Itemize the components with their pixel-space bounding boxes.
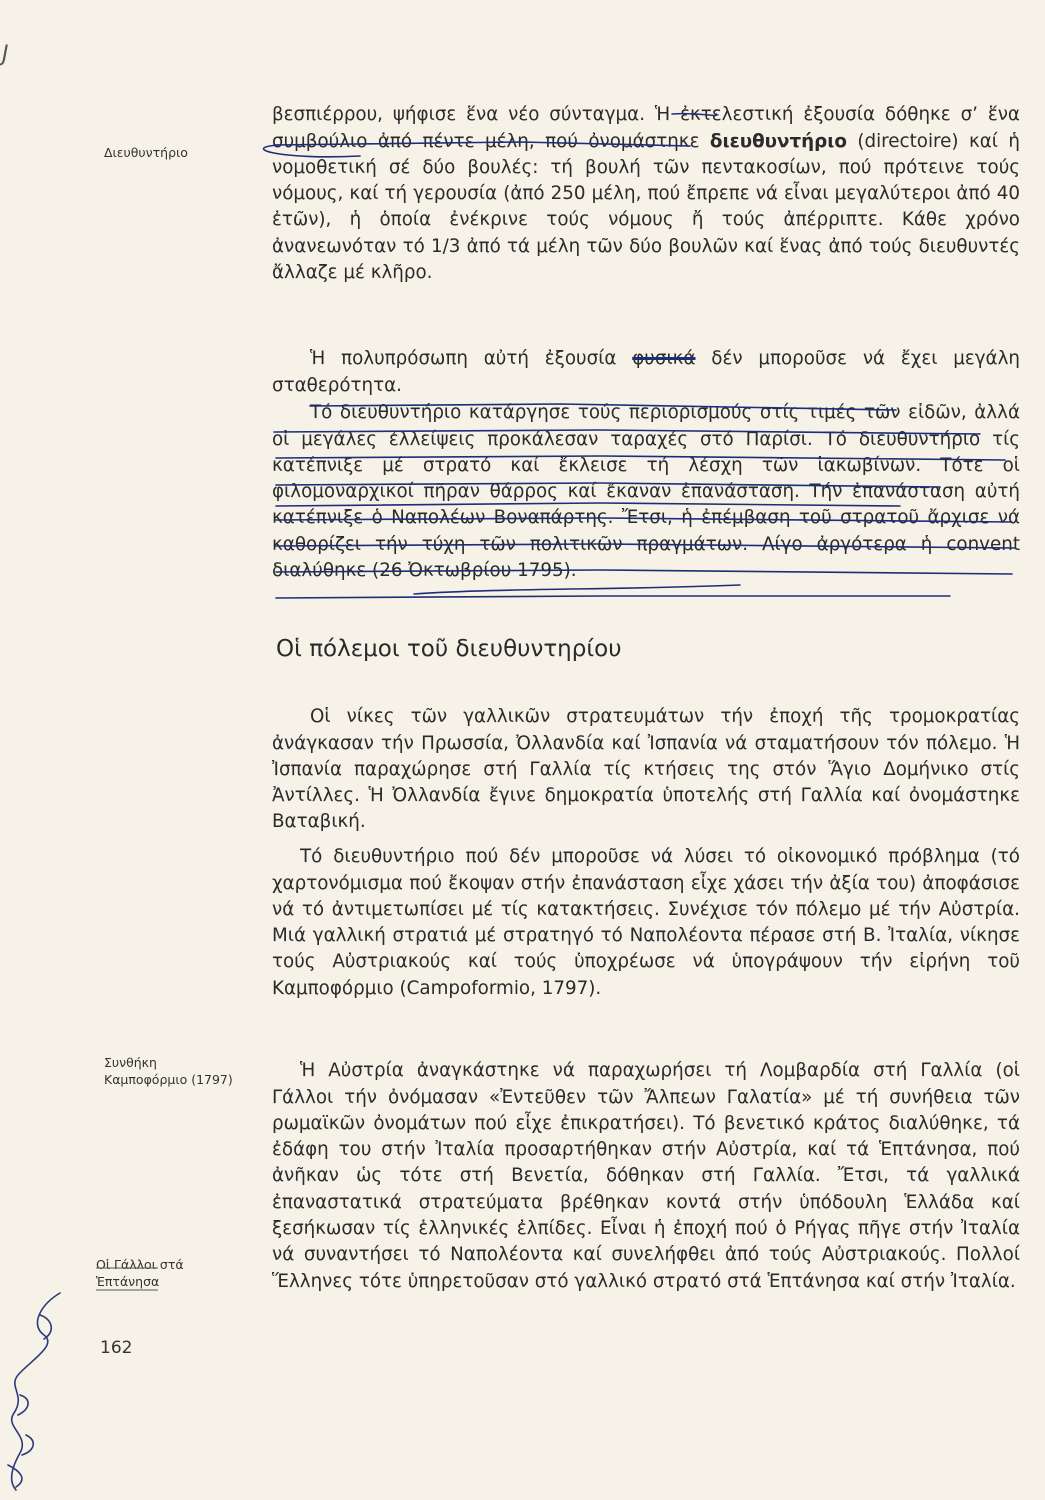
corner-mark: J <box>2 42 9 67</box>
margin-note-ionian-line1: Οἱ Γάλλοι στά <box>96 1257 184 1272</box>
paragraph-stability-start: Ἡ πολυπρόσωπη αὐτή ἐξουσία <box>310 348 633 370</box>
paragraph-stability-rest: δέν μποροῦσε νά ἔχει μεγάλη σταθερότητα. <box>272 348 1020 396</box>
paragraph-constitution-start: βεσπιέρρου, ψήφισε ἕνα νέο σύνταγμα. Ἡ ἐκτελεστική ἐξουσία δόθηκε σ’ ἕνα συμβούλιο ἀπό πέντε μέλη, πού ὀνομάστηκε <box>272 104 1020 152</box>
pen-underline <box>414 585 740 594</box>
margin-note-directory: Διευθυντήριο <box>104 145 188 160</box>
page-number: 162 <box>100 1338 133 1358</box>
margin-note-ionian-line2: Ἑπτάνησα <box>96 1274 160 1289</box>
paragraph-directory-actions: Τό διευθυντήριο κατάργησε τούς περιορισμούς στίς τιμές τῶν εἰδῶν, ἀλλά οἱ μεγάλες ἐλλείψεις προκάλεσαν ταραχές στό Παρίσι. Τό διευθυντήριο τίς κατέπνιξε μέ στρατό καί ἔκλεισε τή λέσχη τῶν ἰακωβίνων. Τότε οἱ φιλομοναρχικοί πῆραν θάρρος καί ἔκαναν ἐπανάσταση. Τήν ἐπανάσταση αὐτή κατέπνιξε ὁ Ναπολέων Βοναπάρτης. Ἔτσι, ἡ ἐπέμβαση τοῦ στρατοῦ ἄρχισε νά καθορίζει τήν τύχη τῶν πολιτικῶν πραγμάτων. Λίγο ἀργότερα ἡ convent διαλύθηκε (26 Ὀκτωβρίου 1795). <box>272 402 1020 582</box>
section-heading: Οἱ πόλεμοι τοῦ διευθυντηρίου <box>276 636 622 662</box>
paragraph-austria: Ἡ Αὐστρία ἀναγκάστηκε νά παραχωρήσει τή Λομβαρδία στή Γαλλία (οἱ Γάλλοι τήν ὀνόμασαν «Ἐντεῦθεν τῶν Ἄλπεων Γαλατία» μέ τή συνήθεια τῶν ρωμαϊκῶν ὀνομάτων πού εἶχε ἐπικρατήσει). Τό βενετικό κράτος διαλύθηκε, τά ἐδάφη του στήν Ἰταλία προσαρτήθηκαν στήν Αὐστρία, καί τά Ἑπτάνησα, πού ἀνῆκαν ὡς τότε στή Βενετία, δόθηκαν στή Γαλλία. Ἔτσι, τά γαλλικά ἐπαναστατικά στρατεύματα βρέθηκαν κοντά στήν ὑπόδουλη Ἑλλάδα καί ξεσήκωσαν τίς ἑλληνικές ἐλπίδες. Εἶναι ἡ ἐποχή πού ὁ Ρήγας πῆγε στήν Ἰταλία νά συναντήσει τό Ναπολέοντα καί συνελήφθει ἀπό τούς Αὐστριακούς. Πολλοί Ἕλληνες τότε ὑπηρετοῦσαν στό γαλλικό στρατό στά Ἑπτάνησα καί στήν Ἰταλία. <box>272 1060 1020 1292</box>
paragraph-stability <box>272 346 1020 399</box>
paragraph-economic: Τό διευθυντήριο πού δέν μποροῦσε νά λύσει τό οἰκονομικό πρόβλημα (τό χαρτονόμισμα πού ἔκοψαν στήν ἐπανάσταση εἶχε χάσει τήν ἀξία του) ἀποφάσισε νά τό ἀντιμετωπίσει μέ τίς κατακτήσεις. Συνέχισε τόν πόλεμο μέ τήν Αὐστρία. Μιά γαλλική στρατιά μέ στρατηγό τό Ναπολέοντα πέρασε στή Β. Ἰταλία, νίκησε τούς Αὐστριακούς καί τούς ὑποχρέωσε νά ὑπογράψουν τήν εἰρήνη τοῦ Καμποφόρμιο (Campoformio, 1797). <box>272 846 1020 999</box>
paragraph-constitution <box>272 102 1020 286</box>
handwritten-signature <box>0 1275 90 1500</box>
struck-word: φυσικά <box>632 348 696 370</box>
term-directory-bold: διευθυντήριο <box>709 130 847 152</box>
margin-note-ionian <box>96 1256 184 1290</box>
margin-note-treaty-line1: Συνθήκη <box>104 1055 157 1070</box>
paragraph-victories: Οἱ νίκες τῶν γαλλικῶν στρατευμάτων τήν ἐποχή τῆς τρομοκρατίας ἀνάγκασαν τήν Πρωσσία, Ὀλλανδία καί Ἰσπανία νά σταματήσουν τόν πόλεμο. Ἡ Ἰσπανία παραχώρησε στή Γαλλία τίς κτήσεις της στόν Ἅγιο Δομήνικο στίς Ἀντίλλες. Ἡ Ὀλλανδία ἔγινε δημοκρατία ὑποτελής στή Γαλλία καί ὀνομάστηκε Βαταβική. <box>272 706 1020 833</box>
paragraph-constitution-rest: (directoire) καί ἡ νομοθετική σέ δύο βουλές: τή βουλή τῶν πεντακοσίων, πού πρότεινε τούς νόμους, καί τή γερουσία (ἀπό 250 μέλη, πού ἔπρεπε νά εἶναι μεγαλύτεροι ἀπό 40 ἐτῶν), ἡ ὁποία ἐνέκρινε τούς νόμους ἤ τούς ἀπέρριπτε. Κάθε χρόνο ἀνανεωνόταν τό 1/3 ἀπό τά μέλη τῶν δύο βουλῶν καί ἕνας ἀπό τούς διευθυντές ἄλλαζε μέ κλῆρο. <box>272 130 1021 284</box>
margin-note-treaty-line2: Καμποφόρμιο (1797) <box>104 1072 233 1087</box>
pen-underline <box>276 596 950 598</box>
margin-note-treaty <box>104 1054 233 1088</box>
